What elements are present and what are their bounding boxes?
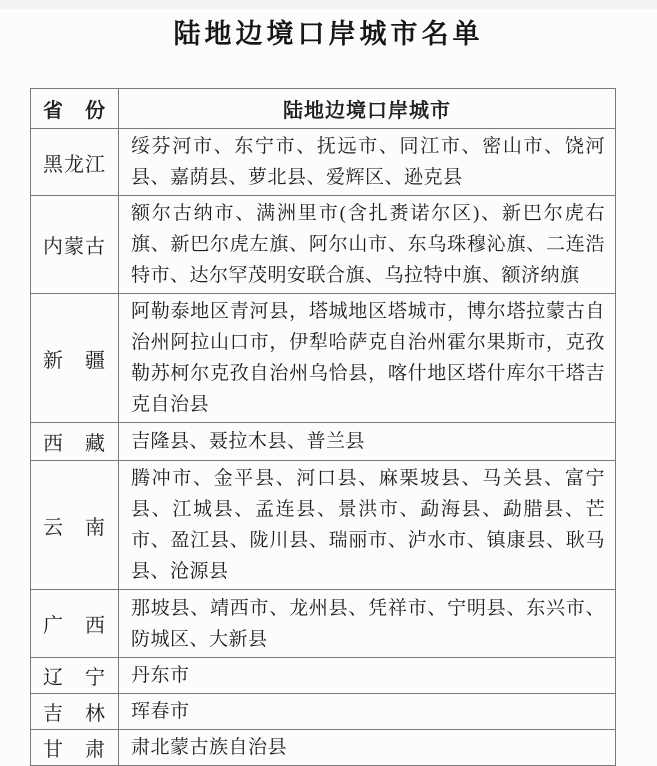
table-header-row [31, 89, 616, 129]
cities-cell: 额尔古纳市、满洲里市(含扎赉诺尔区)、新巴尔虎右旗、新巴尔虎左旗、阿尔山市、东乌珠穆沁旗、二连浩特市、达尔罕茂明安联合旗、乌拉特中旗、额济纳旗 [119, 196, 616, 294]
table-row-xizang [31, 423, 616, 461]
column-header-cities: 陆地边境口岸城市 [119, 89, 616, 129]
border-cities-table [30, 88, 616, 766]
cities-cell: 丹东市 [119, 658, 616, 694]
cities-cell: 珲春市 [119, 694, 616, 730]
cities-cell: 腾冲市、金平县、河口县、麻栗坡县、马关县、富宁县、江城县、孟连县、景洪市、勐海县、勐腊县、芒市、盈江县、陇川县、瑞丽市、泸水市、镇康县、耿马县、沧源县 [119, 461, 616, 590]
province-cell: 甘 肃 [31, 730, 119, 766]
cities-cell: 吉隆县、聂拉木县、普兰县 [119, 423, 616, 461]
table-row-xinjiang [31, 294, 616, 423]
table-row-liaoning [31, 658, 616, 694]
province-cell: 内蒙古 [31, 196, 119, 294]
table-row-heilongjiang [31, 129, 616, 196]
table-row-yunnan [31, 461, 616, 590]
cities-cell: 阿勒泰地区青河县，塔城地区塔城市，博尔塔拉蒙古自治州阿拉山口市，伊犁哈萨克自治州霍尔果斯市，克孜勒苏柯尔克孜自治州乌恰县，喀什地区塔什库尔干塔吉克自治县 [119, 294, 616, 423]
province-cell: 广 西 [31, 590, 119, 658]
cities-cell: 肃北蒙古族自治县 [119, 730, 616, 766]
column-header-province: 省 份 [31, 89, 119, 129]
province-cell: 新 疆 [31, 294, 119, 423]
province-cell: 黑龙江 [31, 129, 119, 196]
cities-cell: 绥芬河市、东宁市、抚远市、同江市、密山市、饶河县、嘉荫县、萝北县、爱辉区、逊克县 [119, 129, 616, 196]
province-cell: 西 藏 [31, 423, 119, 461]
province-cell: 辽 宁 [31, 658, 119, 694]
table-row-jilin [31, 694, 616, 730]
page-title: 陆地边境口岸城市名单 [173, 19, 484, 49]
table-row-neimenggu [31, 196, 616, 294]
scan-top-edge [0, 0, 657, 9]
province-cell: 吉 林 [31, 694, 119, 730]
cities-cell: 那坡县、靖西市、龙州县、凭祥市、宁明县、东兴市、防城区、大新县 [119, 590, 616, 658]
table-row-guangxi [31, 590, 616, 658]
table-row-gansu [31, 730, 616, 766]
province-cell: 云 南 [31, 461, 119, 590]
